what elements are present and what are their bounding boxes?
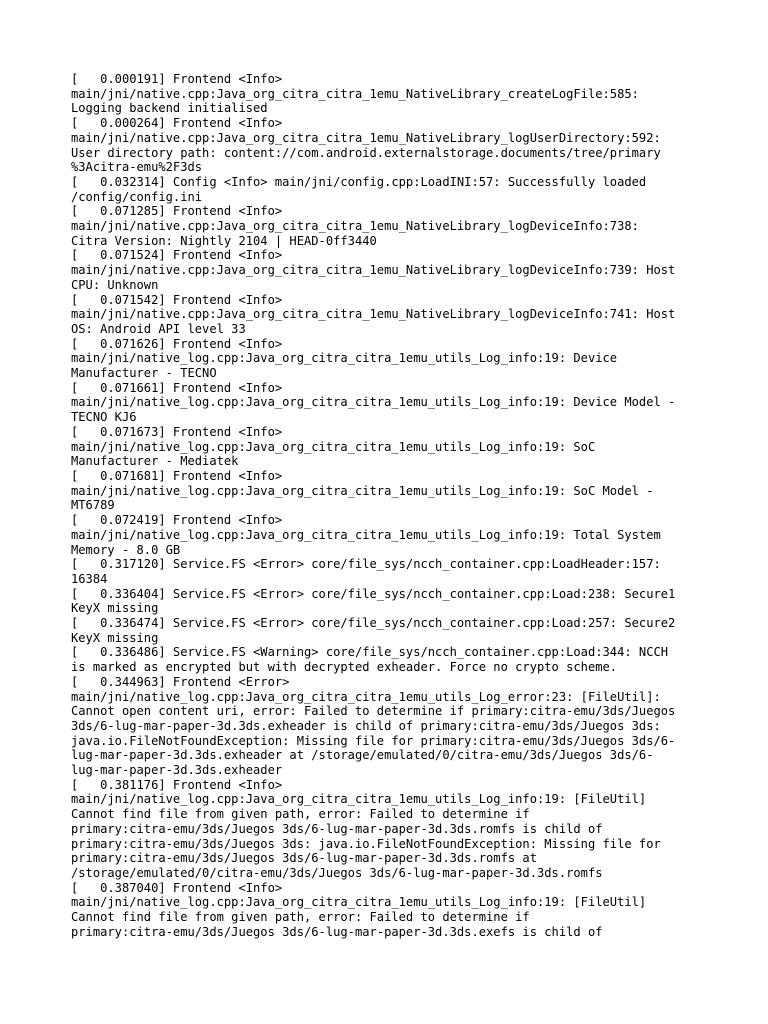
log-line: primary:citra-emu/3ds/Juegos 3ds/6-lug-mar-paper-3d.3ds.romfs is child of <box>71 821 603 836</box>
log-line: main/jni/native.cpp:Java_org_citra_citra_1emu_NativeLibrary_logDeviceInfo:738: <box>71 219 639 234</box>
log-line: OS: Android API level 33 <box>71 321 246 336</box>
log-line: primary:citra-emu/3ds/Juegos 3ds/6-lug-mar-paper-3d.3ds.exefs is child of <box>71 924 603 939</box>
log-line: TECNO KJ6 <box>71 410 137 425</box>
log-line: lug-mar-paper-3d.3ds.exheader at /storage/emulated/0/citra-emu/3ds/Juegos 3ds/6- <box>71 748 654 763</box>
log-line: 3ds/6-lug-mar-paper-3d.3ds.exheader is child of primary:citra-emu/3ds/Juegos 3ds: <box>71 718 661 733</box>
log-line: KeyX missing <box>71 601 159 616</box>
log-line: java.io.FileNotFoundException: Missing file for primary:citra-emu/3ds/Juegos 3ds/6- <box>71 733 676 748</box>
log-line: [ 0.072419] Frontend <Info> <box>71 513 283 528</box>
log-line: KeyX missing <box>71 630 159 645</box>
log-line: [ 0.344963] Frontend <Error> <box>71 674 290 689</box>
log-line: [ 0.336404] Service.FS <Error> core/file_sys/ncch_container.cpp:Load:238: Secure1 <box>71 586 676 601</box>
log-line: %3Acitra-emu%2F3ds <box>71 160 203 175</box>
log-text-block <box>71 72 711 939</box>
log-line: Citra Version: Nightly 2104 | HEAD-0ff3440 <box>71 233 377 248</box>
log-line: MT6789 <box>71 498 115 513</box>
log-line: /storage/emulated/0/citra-emu/3ds/Juegos 3ds/6-lug-mar-paper-3d.3ds.romfs <box>71 865 603 880</box>
log-line: Memory - 8.0 GB <box>71 542 181 557</box>
log-line: Manufacturer - Mediatek <box>71 454 239 469</box>
log-line: [ 0.336474] Service.FS <Error> core/file_sys/ncch_container.cpp:Load:257: Secure2 <box>71 616 676 631</box>
log-line: [ 0.071524] Frontend <Info> <box>71 248 283 263</box>
log-line: main/jni/native.cpp:Java_org_citra_citra_1emu_NativeLibrary_logDeviceInfo:739: Host <box>71 263 676 278</box>
log-line: [ 0.071673] Frontend <Info> <box>71 424 283 439</box>
log-line: User directory path: content://com.android.externalstorage.documents/tree/primary <box>71 145 661 160</box>
log-line: main/jni/native_log.cpp:Java_org_citra_citra_1emu_utils_Log_info:19: Device Model - <box>71 395 676 410</box>
log-line: [ 0.032314] Config <Info> main/jni/config.cpp:LoadINI:57: Successfully loaded <box>71 174 647 189</box>
log-line: main/jni/native_log.cpp:Java_org_citra_citra_1emu_utils_Log_info:19: Device <box>71 351 618 366</box>
log-line: CPU: Unknown <box>71 277 159 292</box>
log-line: [ 0.071626] Frontend <Info> <box>71 336 283 351</box>
log-line: lug-mar-paper-3d.3ds.exheader <box>71 763 283 778</box>
log-line: [ 0.071542] Frontend <Info> <box>71 292 283 307</box>
log-line: Logging backend initialised <box>71 101 268 116</box>
log-line: primary:citra-emu/3ds/Juegos 3ds/6-lug-mar-paper-3d.3ds.romfs at <box>71 851 537 866</box>
log-line: main/jni/native_log.cpp:Java_org_citra_citra_1emu_utils_Log_info:19: Total System <box>71 527 661 542</box>
log-line: main/jni/native_log.cpp:Java_org_citra_citra_1emu_utils_Log_info:19: SoC <box>71 439 596 454</box>
log-line: primary:citra-emu/3ds/Juegos 3ds: java.io.FileNotFoundException: Missing file for <box>71 836 661 851</box>
log-line: [ 0.000264] Frontend <Info> <box>71 116 283 131</box>
log-line: main/jni/native_log.cpp:Java_org_citra_citra_1emu_utils_Log_info:19: SoC Model - <box>71 483 654 498</box>
log-line: [ 0.336486] Service.FS <Warning> core/file_sys/ncch_container.cpp:Load:344: NCCH <box>71 645 669 660</box>
log-line: main/jni/native_log.cpp:Java_org_citra_citra_1emu_utils_Log_info:19: [FileUtil] <box>71 895 647 910</box>
log-line: [ 0.071661] Frontend <Info> <box>71 380 283 395</box>
log-line: [ 0.387040] Frontend <Info> <box>71 880 283 895</box>
log-line: main/jni/native.cpp:Java_org_citra_citra_1emu_NativeLibrary_createLogFile:585: <box>71 86 639 101</box>
log-line: [ 0.317120] Service.FS <Error> core/file_sys/ncch_container.cpp:LoadHeader:157: <box>71 557 661 572</box>
log-line: main/jni/native.cpp:Java_org_citra_citra_1emu_NativeLibrary_logDeviceInfo:741: Host <box>71 307 676 322</box>
log-line: 16384 <box>71 571 108 586</box>
log-line: Cannot find file from given path, error: Failed to determine if <box>71 807 530 822</box>
log-line: Cannot find file from given path, error: Failed to determine if <box>71 910 530 925</box>
log-line: main/jni/native_log.cpp:Java_org_citra_citra_1emu_utils_Log_error:23: [FileUtil]: <box>71 689 661 704</box>
log-line: /config/config.ini <box>71 189 203 204</box>
log-line: Cannot open content uri, error: Failed to determine if primary:citra-emu/3ds/Juegos <box>71 704 676 719</box>
log-line: is marked as encrypted but with decrypted exheader. Force no crypto scheme. <box>71 660 618 675</box>
log-line: [ 0.000191] Frontend <Info> <box>71 72 283 86</box>
log-line: main/jni/native.cpp:Java_org_citra_citra_1emu_NativeLibrary_logUserDirectory:592: <box>71 130 661 145</box>
log-line: [ 0.381176] Frontend <Info> <box>71 777 283 792</box>
log-line: Manufacturer - TECNO <box>71 366 217 381</box>
log-line: [ 0.071681] Frontend <Info> <box>71 468 283 483</box>
log-line: main/jni/native_log.cpp:Java_org_citra_citra_1emu_utils_Log_info:19: [FileUtil] <box>71 792 647 807</box>
log-line: [ 0.071285] Frontend <Info> <box>71 204 283 219</box>
